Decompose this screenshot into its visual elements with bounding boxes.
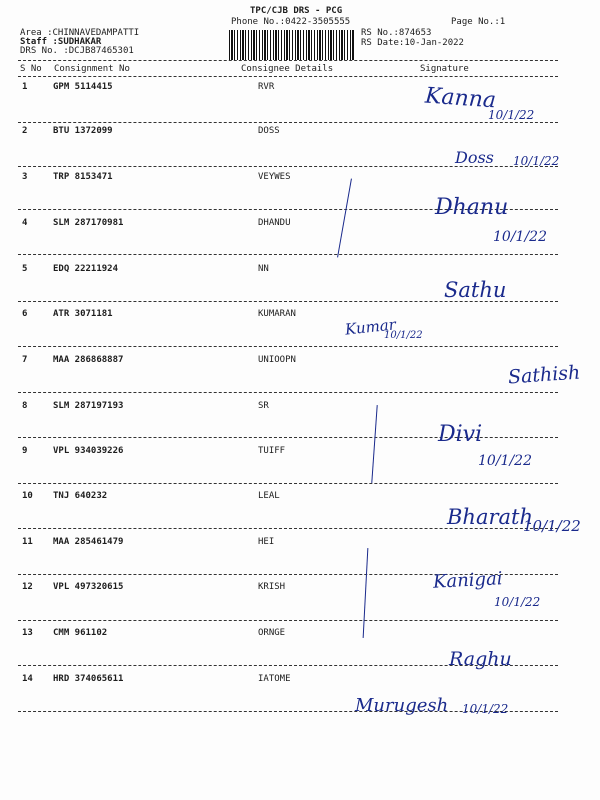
- row-consignment-no: SLM 287197193: [53, 401, 124, 411]
- signature-12-date: 10/1/22: [494, 595, 541, 609]
- table-row: [0, 309, 560, 350]
- row-divider: [18, 620, 558, 621]
- signature-6-date: 10/1/22: [384, 330, 423, 341]
- row-sno: 8: [22, 401, 28, 411]
- signature-7: Sathish: [507, 361, 581, 389]
- row-consignment-no: MAA 285461479: [53, 537, 124, 547]
- barcode: [229, 30, 354, 60]
- row-sno: 13: [22, 628, 33, 638]
- row-consignee: UNIOOPN: [258, 355, 296, 365]
- row-divider: [18, 122, 558, 123]
- rs-number: RS No.:874653: [361, 28, 432, 38]
- row-sno: 3: [22, 172, 28, 182]
- drs-number: DRS No. :DCJB87465301: [20, 46, 134, 56]
- area-label: Area :CHINNAVEDAMPATTI: [20, 28, 140, 38]
- signature-1: Kanna: [424, 83, 497, 114]
- table-row: [0, 446, 560, 487]
- row-consignment-no: TRP 8153471: [53, 172, 113, 182]
- signature-10: Bharath: [447, 505, 533, 529]
- row-consignment-no: TNJ 640232: [53, 491, 108, 501]
- row-consignee: SR: [258, 401, 269, 411]
- table-row: [0, 218, 560, 259]
- header-rule-bottom: [18, 76, 558, 77]
- row-divider: [18, 254, 558, 255]
- signature-14: Murugesh: [355, 695, 449, 716]
- signature-1-date: 10/1/22: [488, 108, 535, 122]
- row-consignee: KUMARAN: [258, 309, 296, 319]
- row-consignee: TUIFF: [258, 446, 286, 456]
- rs-date: RS Date:10-Jan-2022: [361, 38, 464, 48]
- row-sno: 1: [22, 82, 28, 92]
- row-divider: [18, 346, 558, 347]
- row-consignment-no: HRD 374065611: [53, 674, 124, 684]
- document-title: TPC/CJB DRS - PCG: [250, 6, 343, 16]
- row-consignee: NN: [258, 264, 269, 274]
- header-rule-top: [18, 60, 558, 61]
- row-consignee: IATOME: [258, 674, 291, 684]
- page-number: Page No.:1: [451, 17, 506, 27]
- signature-2: Doss: [455, 148, 494, 167]
- row-sno: 5: [22, 264, 28, 274]
- row-sno: 7: [22, 355, 28, 365]
- signature-10-date: 10/1/22: [523, 517, 581, 535]
- row-consignee: VEYWES: [258, 172, 291, 182]
- row-sno: 14: [22, 674, 33, 684]
- col-sno: S No: [20, 64, 42, 74]
- signature-12: Kanigai: [432, 568, 504, 593]
- row-consignment-no: VPL 934039226: [53, 446, 124, 456]
- row-consignment-no: ATR 3071181: [53, 309, 113, 319]
- row-sno: 9: [22, 446, 28, 456]
- row-consignee: DHANDU: [258, 218, 291, 228]
- row-consignee: KRISH: [258, 582, 286, 592]
- row-consignment-no: VPL 497320615: [53, 582, 124, 592]
- col-signature: Signature: [420, 64, 469, 74]
- row-consignee: ORNGE: [258, 628, 286, 638]
- signature-13: Raghu: [449, 648, 512, 670]
- row-divider: [18, 483, 558, 484]
- col-consignee-details: Consignee Details: [241, 64, 334, 74]
- signature-6: Kumar: [344, 315, 397, 339]
- phone-number: Phone No.:0422-3505555: [231, 17, 351, 27]
- row-sno: 4: [22, 218, 28, 228]
- signature-9: Divi: [438, 422, 483, 447]
- row-consignment-no: GPM 5114415: [53, 82, 113, 92]
- row-consignee: RVR: [258, 82, 275, 92]
- staff-label: Staff :SUDHAKAR: [20, 37, 102, 47]
- row-sno: 6: [22, 309, 28, 319]
- row-consignment-no: EDQ 22211924: [53, 264, 119, 274]
- signature-4-date: 10/1/22: [493, 229, 547, 245]
- row-consignment-no: CMM 961102: [53, 628, 108, 638]
- row-consignee: DOSS: [258, 126, 280, 136]
- row-sno: 11: [22, 537, 33, 547]
- table-row: [0, 355, 560, 396]
- row-sno: 10: [22, 491, 33, 501]
- signature-9-date: 10/1/22: [478, 453, 532, 469]
- row-sno: 2: [22, 126, 28, 136]
- row-consignment-no: BTU 1372099: [53, 126, 113, 136]
- row-consignment-no: SLM 287170981: [53, 218, 124, 228]
- signature-14-date: 10/1/22: [462, 702, 509, 716]
- row-divider: [18, 392, 558, 393]
- signature-4: Dhanu: [435, 195, 509, 220]
- row-consignee: HEI: [258, 537, 275, 547]
- row-consignee: LEAL: [258, 491, 280, 501]
- col-consignment-no: Consignment No: [54, 64, 130, 74]
- row-sno: 12: [22, 582, 33, 592]
- signature-5: Sathu: [444, 278, 507, 302]
- signature-2-date: 10/1/22: [513, 154, 560, 168]
- row-consignment-no: MAA 286868887: [53, 355, 124, 365]
